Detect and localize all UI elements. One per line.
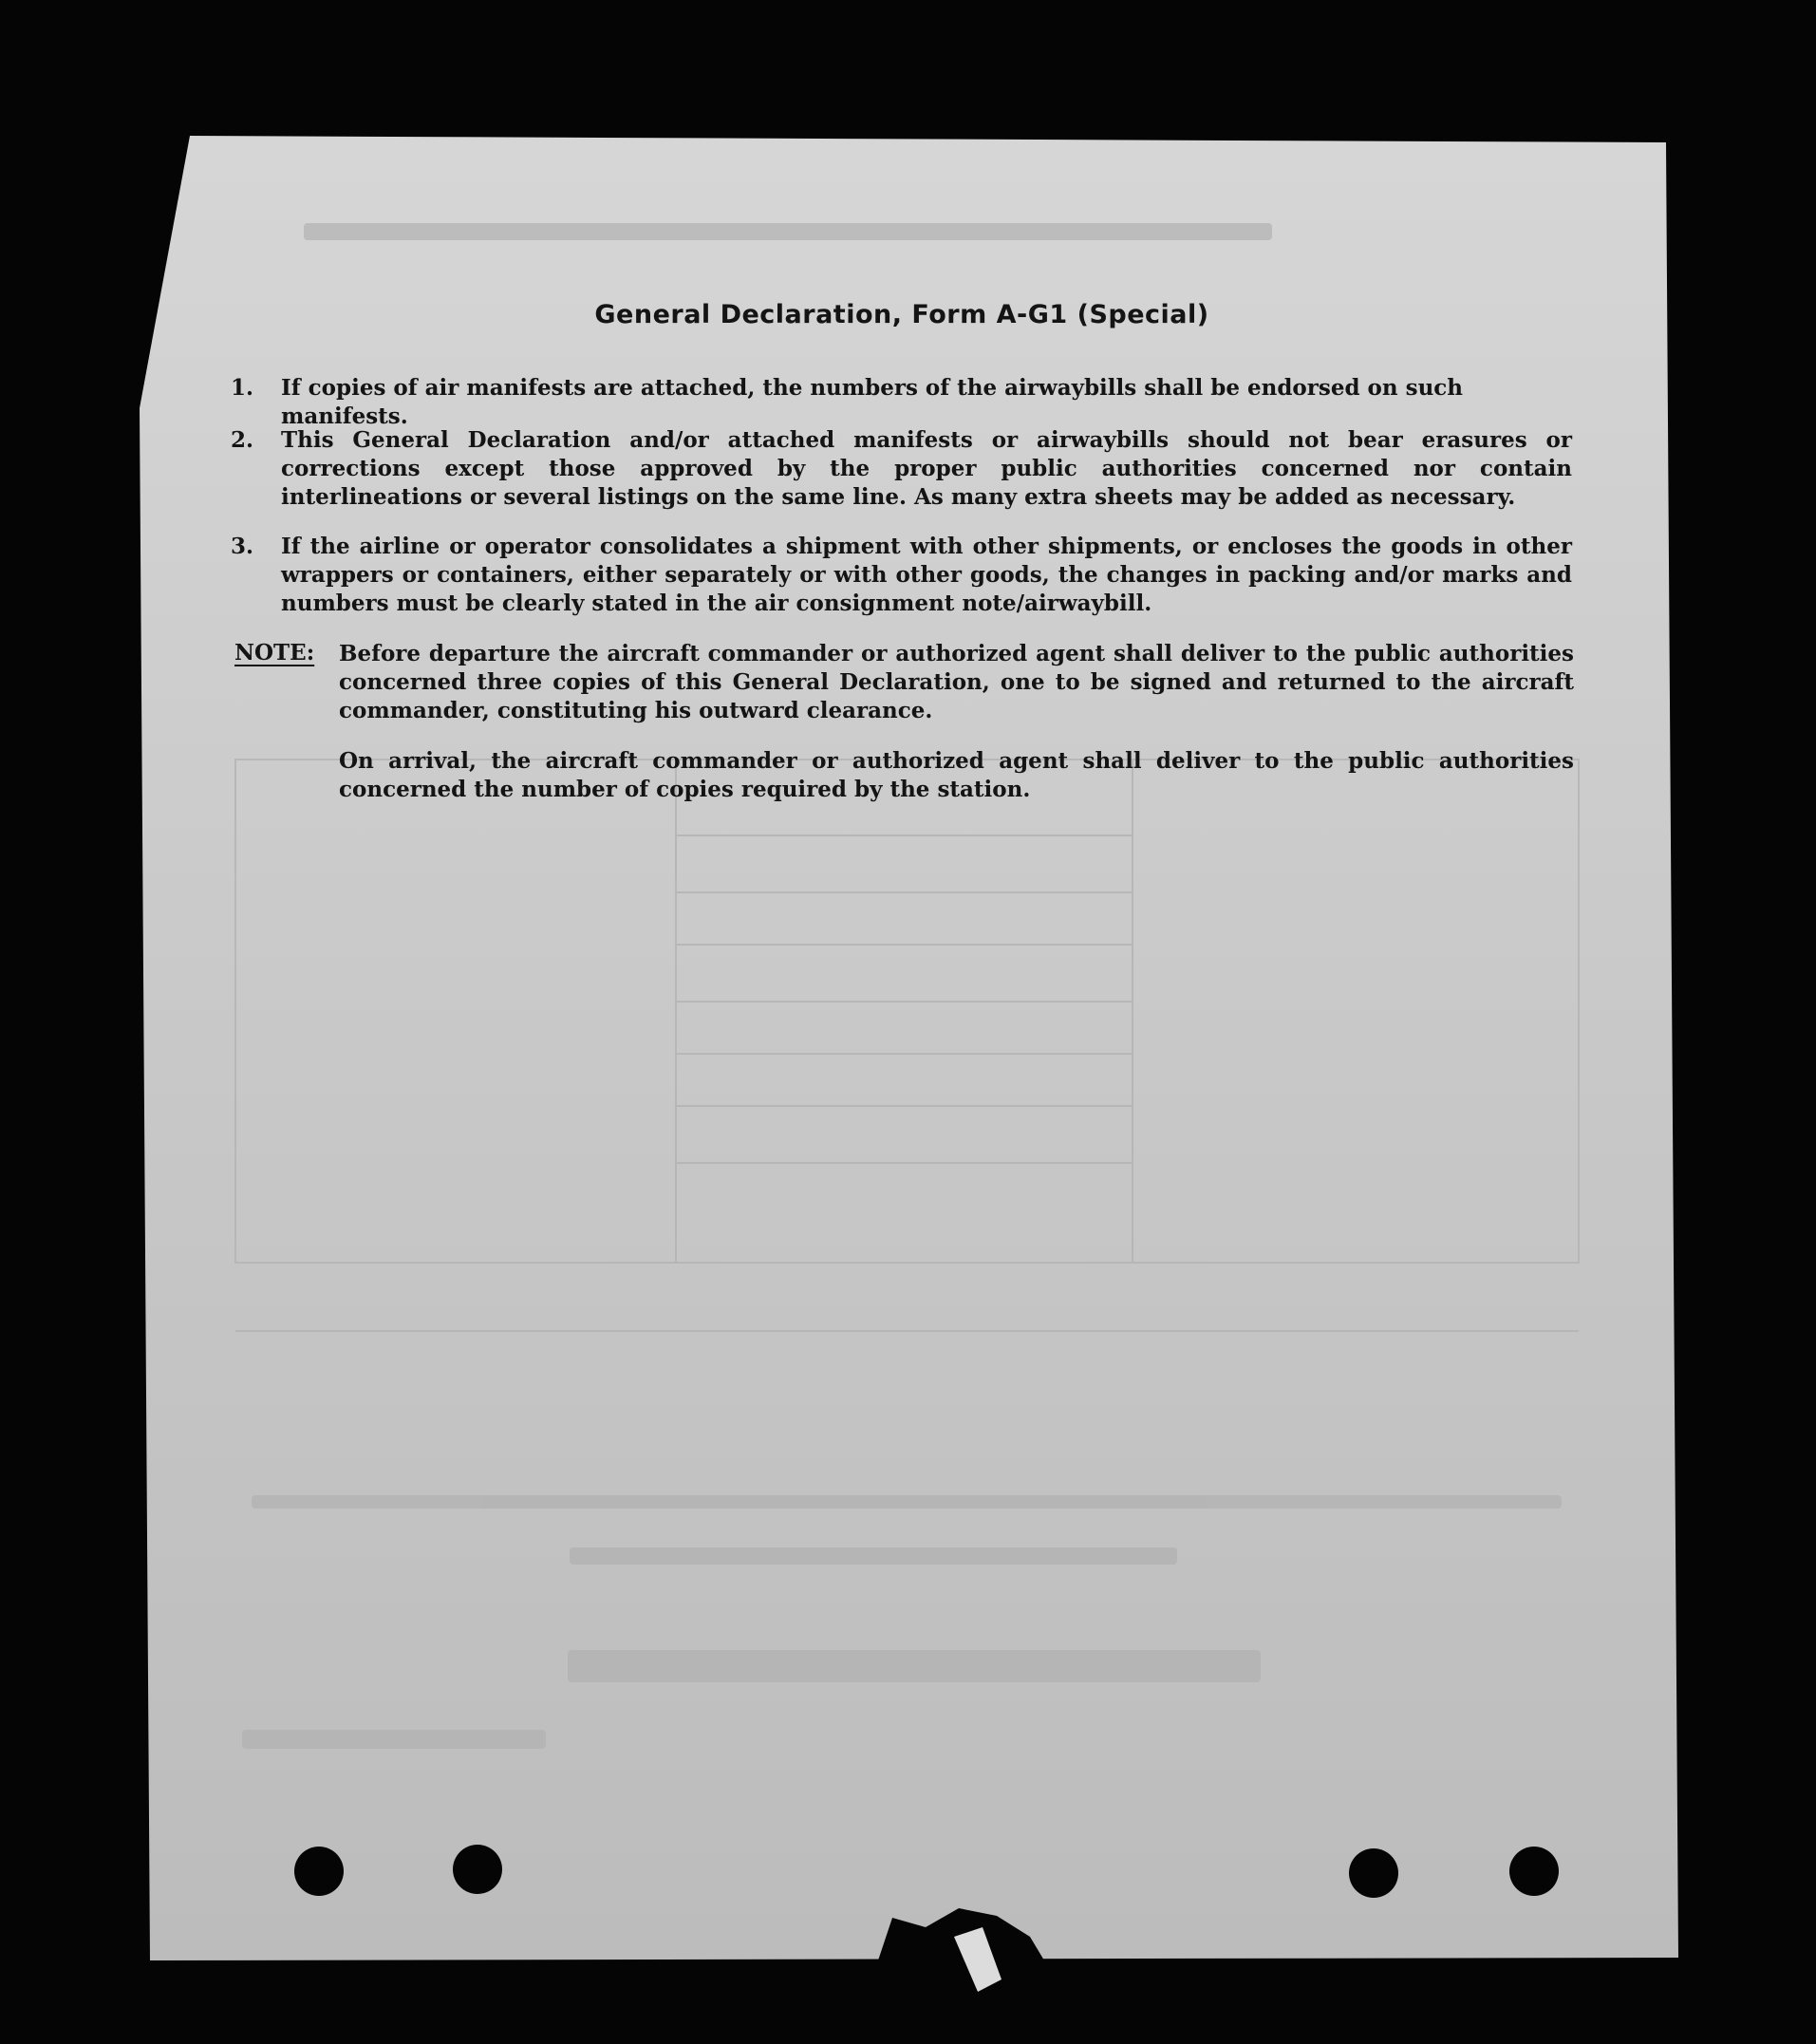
note-paragraph-arrival: On arrival, the aircraft commander or authorized agent shall deliver to the public authorities concerned the number of copies required by the station. (339, 748, 1574, 802)
item-text: If the airline or operator consolidates a shipment with other shipments, or encloses the goods in other wrappers or containers, either separately or with other goods, the changes in packing and/or marks and numbers must be clearly stated in the air consignment note/airwaybill. (281, 534, 1572, 616)
item-number: 3. (231, 534, 254, 559)
item-text: This General Declaration and/or attached manifests or airwaybills should not bear erasures or corrections except those approved by the proper public authorities concerned nor contain interlineations or several listings on the same line. As many extra sheets may be added as necessary. (281, 427, 1572, 510)
item-number: 2. (231, 427, 254, 453)
form-title: General Declaration, Form A-G1 (Special) (594, 300, 1209, 329)
item-number: 1. (231, 375, 254, 401)
item-text: If copies of air manifests are attached, the numbers of the airwaybills shall be endorsed on such manifests. (281, 375, 1464, 429)
note-label: NOTE: (234, 640, 315, 666)
note-paragraph-departure: Before departure the aircraft commander or authorized agent shall deliver to the public authorities concerned three copies of this General Declaration, one to be signed and returned to the aircraft commander, constituting his outward clearance. (339, 641, 1574, 723)
